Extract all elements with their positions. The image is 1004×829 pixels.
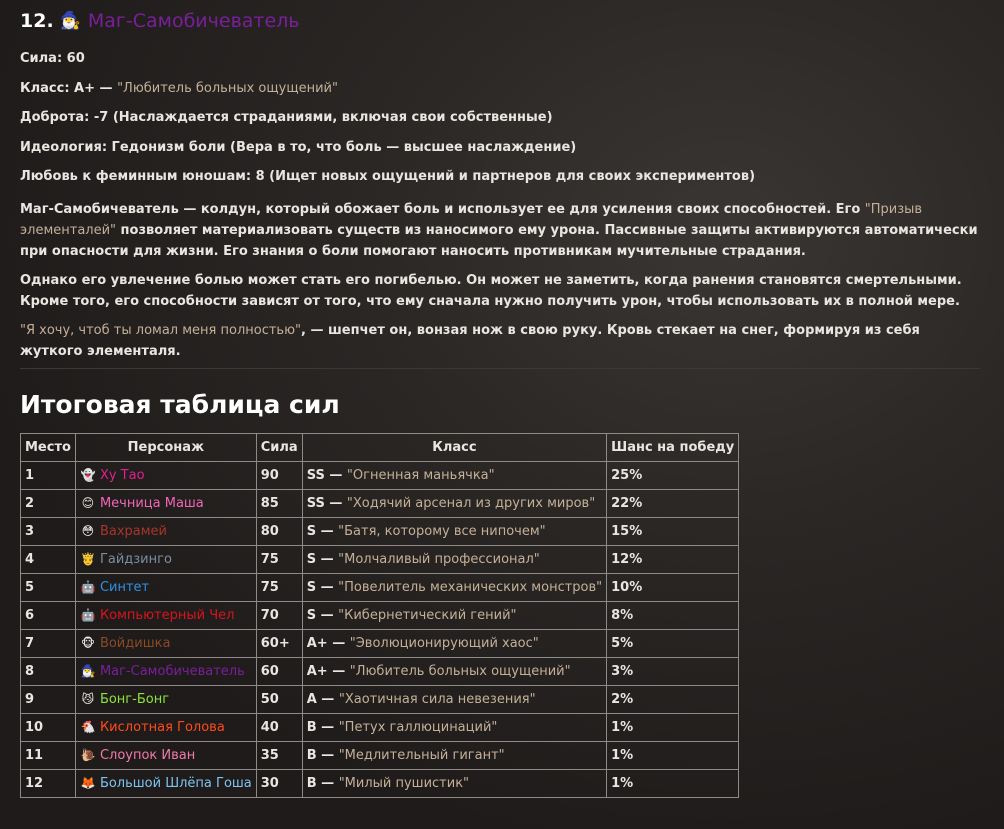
cell-character [75,573,256,601]
cell-place: 11 [21,741,76,769]
cell-chance: 1% [607,769,739,797]
character-name: Вахрамей [99,523,167,539]
character-name: Большой Шлёпа Гоша [99,775,252,791]
cell-class [302,461,606,489]
cell-chance: 10% [607,573,739,601]
table-row [21,601,739,629]
class-rank: SS — [306,495,347,511]
cell-chance: 12% [607,545,739,573]
table-body [21,461,739,797]
class-quote: "Батя, которому все нипочем" [338,523,546,539]
class-quote: "Повелитель механических монстров" [338,579,603,595]
cell-place: 12 [21,769,76,797]
cell-class [302,713,606,741]
class-rank: B — [306,747,339,763]
ability-quote: "Призыв элементалей" [20,201,923,238]
class-rank: A+ — [306,635,350,651]
character-name: Синтет [99,579,150,595]
class-rank: SS — [306,467,347,483]
cell-place: 7 [21,629,76,657]
cell-place: 4 [21,545,76,573]
character-emoji-icon: 🤴 [80,551,96,566]
cell-place: 2 [21,489,76,517]
header-class: Класс [302,433,606,461]
cell-class [302,741,606,769]
class-quote: "Любитель больных ощущений" [349,663,571,679]
cell-place: 9 [21,685,76,713]
class-rank: A — [306,691,339,707]
cell-character [75,741,256,769]
table-row [21,769,739,797]
character-name: Ху Тао [99,467,145,483]
stat-kindness: Доброта: -7 (Наслаждается страданиями, включая свои собственные) [20,110,553,125]
cell-class [302,601,606,629]
table-row [21,629,739,657]
table-row [21,713,739,741]
cell-power: 80 [256,517,302,545]
stat-class: Класс: A+ — "Любитель больных ощущений" [20,80,338,96]
character-emoji-icon: 😼 [81,691,95,706]
character-name: Слоупок Иван [99,747,196,763]
cell-chance: 25% [607,461,739,489]
class-quote: "Ходячий арсенал из других миров" [346,495,596,511]
cell-character [75,545,256,573]
cell-character [75,601,256,629]
cell-power: 75 [256,573,302,601]
table-row [21,517,739,545]
character-emoji-icon: 🐵 [81,635,95,650]
class-rank: S — [306,523,339,539]
section-heading [20,6,980,36]
class-quote: "Медлительный гигант" [338,747,505,763]
class-quote: "Петух галлюцинаций" [338,719,498,735]
cell-character [75,629,256,657]
character-emoji-icon: 🐌 [80,747,96,762]
cell-place: 10 [21,713,76,741]
stat-class-quote: "Любитель больных ощущений" [117,80,338,96]
character-emoji-icon: 🤖 [80,579,96,594]
cell-character [75,461,256,489]
table-row [21,461,739,489]
class-quote: "Хаотичная сила невезения" [338,691,536,707]
power-table [20,433,739,798]
cell-place: 6 [21,601,76,629]
class-quote: "Кибернетический гений" [338,607,517,623]
class-rank: B — [306,719,339,735]
character-emoji-icon: 🐔 [80,719,96,734]
cell-power: 90 [256,461,302,489]
cell-class [302,657,606,685]
stat-ideology: Идеология: Гедонизм боли (Вера в то, что боль — высшее наслаждение) [20,139,577,155]
table-row [21,685,739,713]
class-rank: S — [306,551,339,567]
table-title: Итоговая таблица сил [20,389,340,419]
class-rank: S — [306,579,339,595]
class-quote: "Молчаливый профессионал" [338,551,540,567]
cell-chance: 3% [607,657,739,685]
cell-chance: 22% [607,489,739,517]
description-paragraph-3: "Я хочу, чтоб ты ломал меня полностью", — шепчет он, вонзая нож в свою руку. Кровь стекает на снег, формируя из себя жуткого элементаля. [20,322,920,359]
cell-chance: 1% [607,741,739,769]
class-rank: B — [306,775,339,791]
class-quote: "Эволюционирующий хаос" [349,635,539,651]
class-rank: A+ — [306,663,350,679]
cell-power: 40 [256,713,302,741]
speech-quote: "Я хочу, чтоб ты ломал меня полностью" [20,322,302,338]
cell-character [75,657,256,685]
cell-character [75,713,256,741]
cell-place: 1 [21,461,76,489]
character-emoji-icon: 🧙‍♂️ [80,663,96,678]
table-row [21,489,739,517]
table-row [21,657,739,685]
cell-class [302,489,606,517]
cell-place: 5 [21,573,76,601]
cell-chance: 1% [607,713,739,741]
cell-class [302,685,606,713]
class-quote: "Огненная маньячка" [346,467,495,483]
cell-power: 75 [256,545,302,573]
cell-character [75,517,256,545]
cell-power: 85 [256,489,302,517]
table-row [21,545,739,573]
table-header-row [21,433,739,461]
class-quote: "Милый пушистик" [338,775,470,791]
description-paragraph-2: Однако его увлечение болью может стать его погибелью. Он может не заметить, когда ранения становятся смертельными. Кроме того, его способности зависят от того, что ему сначала нужно получить урон, чтобы использовать их в полной мере. [20,272,962,309]
character-name: Бонг-Бонг [99,691,170,707]
cell-chance: 5% [607,629,739,657]
stat-love: Любовь к феминным юношам: 8 (Ищет новых ощущений и партнеров для своих экспериментов) [20,169,756,184]
character-emoji-icon: 😊 [81,495,95,510]
cell-chance: 2% [607,685,739,713]
wizard-emoji-icon: 🧙‍♂️ [59,11,81,31]
cell-class [302,545,606,573]
section-divider [20,368,980,369]
cell-power: 50 [256,685,302,713]
description-paragraph-1: Маг-Самобичеватель — колдун, который обожает боль и использует ее для усиления своих способностей. Его "Призыв элементалей" позволяет материализовать существ из наносимого ему урона. Пассивные защиты активируются автоматически при опасности для жизни. Его знания о боли помогают наносить противникам мучительные страдания. [20,201,978,259]
cell-chance: 15% [607,517,739,545]
stats-block [20,44,980,192]
header-chance: Шанс на победу [607,433,739,461]
cell-class [302,517,606,545]
character-emoji-icon: 😳 [81,523,95,538]
cell-place: 8 [21,657,76,685]
section-number: 12. [20,10,54,32]
cell-class [302,769,606,797]
cell-power: 30 [256,769,302,797]
character-name: Гайдзинго [99,551,172,567]
character-emoji-icon: 🤖 [80,607,96,622]
character-emoji-icon: 🦊 [80,775,96,790]
class-rank: S — [306,607,339,623]
character-emoji-icon: 👻 [80,467,96,482]
cell-class [302,573,606,601]
table-row [21,573,739,601]
cell-place: 3 [21,517,76,545]
cell-power: 70 [256,601,302,629]
section-character-name: Маг-Самобичеватель [87,10,300,32]
cell-character [75,685,256,713]
character-name: Войдишка [99,635,171,651]
header-place: Место [21,433,76,461]
article-content [20,0,980,798]
stat-power: Сила: 60 [20,51,85,66]
cell-character [75,769,256,797]
table-row [21,741,739,769]
header-character: Персонаж [75,433,256,461]
character-name: Компьютерный Чел [99,607,235,623]
character-name: Мечница Маша [99,495,204,511]
cell-power: 60+ [256,629,302,657]
character-name: Маг-Самобичеватель [99,663,245,679]
cell-class [302,629,606,657]
cell-character [75,489,256,517]
header-power: Сила [256,433,302,461]
cell-power: 60 [256,657,302,685]
character-name: Кислотная Голова [99,719,225,735]
cell-power: 35 [256,741,302,769]
cell-chance: 8% [607,601,739,629]
